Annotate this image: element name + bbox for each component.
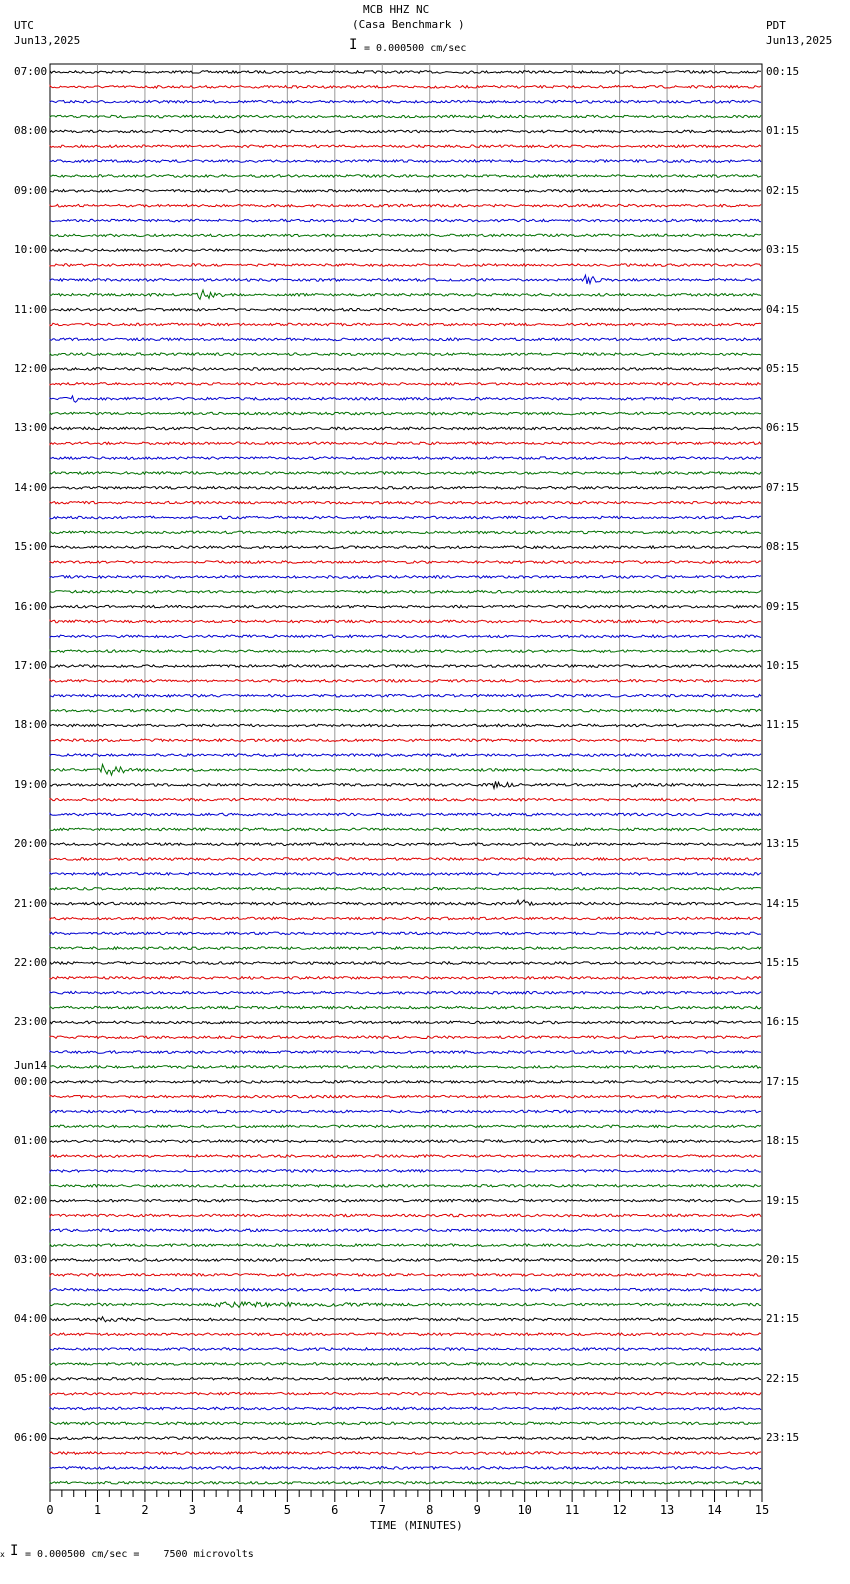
seismic-trace: [50, 1392, 761, 1395]
pdt-hour-label: 19:15: [766, 1193, 800, 1207]
pdt-hour-label: 13:15: [766, 837, 800, 851]
pdt-hour-label: 09:15: [766, 599, 800, 613]
seismic-trace: [50, 650, 761, 653]
x-tick-label: 5: [283, 1503, 291, 1517]
seismic-trace: [50, 665, 761, 668]
station-name: (Casa Benchmark ): [352, 18, 465, 31]
x-tick-label: 15: [754, 1503, 770, 1517]
seismic-trace: [50, 1317, 761, 1322]
utc-hour-label: 17:00: [14, 659, 48, 672]
seismic-trace: [50, 442, 761, 445]
seismic-trace: [50, 1006, 761, 1009]
seismic-trace: [50, 724, 761, 727]
seismic-trace: [50, 412, 761, 415]
seismic-trace: [50, 917, 761, 920]
pdt-hour-label: 12:15: [766, 777, 800, 791]
pdt-hour-label: 20:15: [766, 1253, 800, 1266]
seismic-trace: [50, 1333, 761, 1336]
right-timezone: PDT: [766, 19, 786, 32]
pdt-hour-label: 23:15: [766, 1431, 800, 1445]
utc-hour-label: 10:00: [14, 243, 48, 257]
x-tick-label: 2: [141, 1503, 149, 1517]
utc-hour-label: 05:00: [14, 1371, 48, 1385]
seismic-trace: [50, 1125, 761, 1128]
footer-scale-text: = 0.000500 cm/sec = 7500 microvolts: [25, 1549, 254, 1560]
pdt-hour-label: 06:15: [766, 421, 800, 435]
seismic-trace: [50, 1467, 761, 1470]
seismic-trace: [50, 234, 761, 237]
seismic-trace: [50, 991, 761, 994]
x-tick-label: 8: [426, 1503, 434, 1517]
pdt-hour-label: 17:15: [766, 1074, 800, 1088]
pdt-hour-label: 18:15: [766, 1134, 800, 1148]
pdt-hour-label: 22:15: [766, 1371, 800, 1385]
left-date: Jun13,2025: [14, 34, 81, 47]
pdt-hour-label: 10:15: [766, 659, 800, 672]
seismic-trace: [50, 873, 761, 876]
seismic-trace: [50, 900, 761, 905]
seismic-trace: [50, 977, 761, 980]
pdt-hour-label: 05:15: [766, 362, 800, 375]
utc-hour-label: 18:00: [14, 718, 48, 732]
utc-hour-label: 06:00: [14, 1431, 48, 1445]
x-tick-label: 4: [236, 1503, 244, 1517]
pdt-hour-label: 00:15: [766, 65, 800, 78]
plot-frame: [50, 64, 762, 1490]
scale-bar-icon: I: [349, 37, 358, 53]
utc-hour-label: 08:00: [14, 124, 48, 138]
utc-hour-label: 22:00: [14, 956, 48, 969]
seismic-trace: [50, 1422, 761, 1425]
left-timezone: UTC: [14, 19, 34, 32]
seismic-trace: [50, 1274, 761, 1277]
x-tick-label: 11: [564, 1503, 580, 1517]
x-tick-label: 7: [378, 1503, 386, 1517]
seismic-trace: [50, 531, 761, 534]
seismic-trace: [50, 781, 761, 788]
x-tick-label: 1: [93, 1503, 102, 1517]
seismic-trace: [50, 888, 761, 891]
utc-hour-label: 20:00: [14, 837, 48, 851]
x-tick-label: 6: [331, 1503, 339, 1517]
date-change-label: Jun14: [14, 1058, 48, 1072]
seismic-trace: [50, 754, 761, 757]
seismic-trace: [50, 457, 761, 460]
seismic-trace: [50, 798, 761, 801]
seismic-trace: [50, 1407, 761, 1410]
seismic-trace: [50, 764, 761, 775]
seismic-trace: [50, 86, 761, 89]
right-date: Jun13,2025: [766, 34, 833, 47]
seismic-trace: [50, 249, 761, 252]
seismic-trace: [50, 115, 761, 118]
seismic-trace: [50, 576, 761, 579]
x-tick-label: 12: [612, 1503, 627, 1517]
seismic-trace: [50, 204, 761, 207]
seismic-trace: [50, 353, 761, 356]
seismic-trace: [50, 100, 761, 103]
seismic-trace: [50, 264, 761, 267]
pdt-hour-label: 11:15: [766, 718, 800, 732]
seismic-trace: [50, 1482, 761, 1485]
pdt-hour-label: 15:15: [766, 956, 800, 969]
seismic-trace: [50, 947, 761, 950]
seismic-trace: [50, 709, 761, 712]
utc-hour-label: 14:00: [14, 480, 48, 494]
pdt-hour-label: 04:15: [766, 302, 800, 316]
seismic-trace: [50, 1363, 761, 1366]
seismic-trace: [50, 160, 761, 163]
x-tick-label: 9: [473, 1503, 481, 1517]
seismic-trace: [50, 739, 761, 742]
seismic-trace: [50, 680, 761, 683]
utc-hour-label: 11:00: [14, 302, 48, 316]
seismic-trace: [50, 1452, 761, 1455]
seismic-trace: [50, 1288, 761, 1291]
seismic-trace: [50, 427, 761, 430]
pdt-hour-label: 16:15: [766, 1015, 800, 1029]
seismic-trace: [50, 1110, 761, 1113]
utc-hour-label: 07:00: [14, 65, 48, 78]
utc-hour-label: 12:00: [14, 362, 48, 375]
x-tick-label: 14: [707, 1503, 722, 1517]
utc-hour-label: 09:00: [14, 183, 48, 197]
pdt-hour-label: 08:15: [766, 540, 800, 554]
utc-hour-label: 04:00: [14, 1312, 48, 1326]
pdt-hour-label: 21:15: [766, 1312, 800, 1326]
seismic-trace: [50, 1244, 761, 1247]
pdt-hour-label: 07:15: [766, 480, 800, 494]
seismic-trace: [50, 843, 761, 846]
x-axis-label: TIME (MINUTES): [370, 1519, 463, 1532]
x-tick-label: 0: [46, 1503, 54, 1517]
seismic-trace: [50, 1095, 761, 1098]
seismic-trace: [50, 219, 761, 222]
utc-hour-label: 03:00: [14, 1253, 48, 1266]
utc-hour-label: 23:00: [14, 1015, 48, 1029]
seismic-trace: [50, 932, 761, 935]
seismic-trace: [50, 1081, 761, 1084]
seismic-trace: [50, 175, 761, 178]
seismic-trace: [50, 396, 761, 402]
footer-scale-bar-icon: I: [10, 1543, 19, 1559]
seismic-trace: [50, 1259, 761, 1262]
seismic-trace: [50, 368, 761, 371]
scale-text: = 0.000500 cm/sec: [364, 43, 467, 54]
utc-hour-label: 01:00: [14, 1134, 48, 1148]
seismic-trace: [50, 1348, 761, 1351]
seismic-trace: [50, 1021, 761, 1024]
seismic-trace: [50, 1229, 761, 1232]
seismic-trace: [50, 1066, 761, 1069]
utc-hour-label: 19:00: [14, 777, 48, 791]
seismic-trace: [50, 130, 761, 133]
seismic-trace: [50, 190, 761, 193]
seismic-trace: [50, 308, 761, 311]
seismic-trace: [50, 813, 761, 816]
utc-hour-label: 02:00: [14, 1193, 48, 1207]
utc-hour-label: 13:00: [14, 421, 48, 435]
seismic-trace: [50, 1170, 761, 1173]
seismic-trace: [50, 516, 761, 519]
pdt-hour-label: 03:15: [766, 243, 800, 257]
seismic-trace: [50, 858, 761, 861]
seismic-trace: [50, 1140, 761, 1143]
seismic-trace: [50, 635, 761, 638]
pdt-hour-label: 14:15: [766, 896, 800, 910]
pdt-hour-label: 01:15: [766, 124, 800, 138]
seismic-trace: [50, 1437, 761, 1440]
seismic-trace: [50, 1214, 761, 1217]
seismic-trace: [50, 1199, 761, 1202]
x-tick-label: 10: [517, 1503, 532, 1517]
seismic-trace: [50, 962, 761, 965]
footer-scale-prefix: x: [0, 1550, 5, 1559]
seismic-trace: [50, 290, 761, 299]
x-tick-label: 3: [188, 1503, 197, 1517]
seismic-trace: [50, 338, 761, 341]
seismic-trace: [50, 1155, 761, 1158]
seismic-trace: [50, 591, 761, 594]
seismic-trace: [50, 472, 761, 475]
utc-hour-label: 15:00: [14, 540, 48, 554]
seismic-trace: [50, 1185, 761, 1188]
seismic-trace: [50, 620, 761, 623]
seismic-trace: [50, 501, 761, 504]
seismic-trace: [50, 1051, 761, 1054]
seismic-trace: [50, 275, 761, 284]
seismic-trace: [50, 487, 761, 490]
seismic-trace: [50, 383, 761, 386]
station-title: MCB HHZ NC: [363, 3, 430, 16]
seismic-trace: [50, 323, 761, 326]
seismic-trace: [50, 561, 761, 564]
seismic-trace: [50, 71, 761, 74]
seismic-trace: [50, 605, 761, 608]
seismic-trace: [50, 1302, 761, 1307]
seismic-trace: [50, 145, 761, 148]
utc-hour-label: 16:00: [14, 599, 48, 613]
seismic-trace: [50, 1036, 761, 1039]
utc-hour-label: 21:00: [14, 896, 48, 910]
seismic-trace: [50, 546, 761, 549]
x-tick-label: 13: [659, 1503, 675, 1517]
seismic-trace: [50, 828, 761, 831]
seismic-trace: [50, 694, 761, 697]
seismic-trace: [50, 1378, 761, 1381]
pdt-hour-label: 02:15: [766, 183, 800, 197]
utc-hour-label: 00:00: [14, 1074, 48, 1088]
